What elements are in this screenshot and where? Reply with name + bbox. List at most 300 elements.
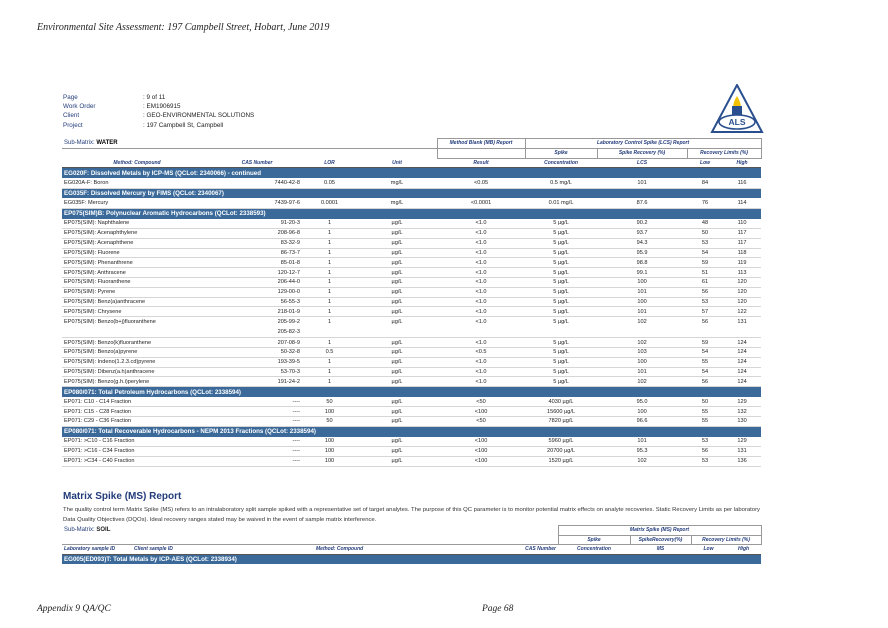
cell-cas-number: 218-01-9 xyxy=(212,307,302,317)
cell-lcs-recovery: 101 xyxy=(597,287,687,297)
cell-cas-number: 7440-42-8 xyxy=(212,178,302,188)
logo-text: ALS xyxy=(728,117,746,127)
cell-spike-concentration: 5960 µg/L xyxy=(525,437,597,447)
cell-lor: 0.5 xyxy=(302,347,357,357)
table-row xyxy=(62,287,761,297)
cell-unit: µg/L xyxy=(357,417,437,427)
group-header-row xyxy=(62,387,761,397)
footer-appendix: Appendix 9 QA/QC xyxy=(37,604,111,614)
cell-limit-high: 120 xyxy=(723,297,761,307)
cell-result: <0.0001 xyxy=(437,198,525,208)
cell-result: <100 xyxy=(437,456,525,466)
col-lor: LOR xyxy=(302,158,357,168)
meta-value: : GEO-ENVIRONMENTAL SOLUTIONS xyxy=(143,112,255,120)
cell-compound: EP075(SIM): Fluoranthene xyxy=(62,277,212,287)
cell-limit-high: 124 xyxy=(723,347,761,357)
cell-compound: EP075(SIM): Pyrene xyxy=(62,287,212,297)
ms-recovery-limits-header: Recovery Limits (%) xyxy=(691,535,761,545)
group-title: EP080/071: Total Recoverable Hydrocarbons - NEPM 2013 Fractions (QCLot: 2338594) xyxy=(62,426,761,436)
cell-limit-high: 129 xyxy=(723,397,761,407)
cell-limit-high: 124 xyxy=(723,367,761,377)
cell-cas-number: 53-70-3 xyxy=(212,367,302,377)
ms-report-description: The quality control term Matrix Spike (MS) refers to an intralaboratory split sample spiked with a representative set of target analytes. The purpose of this QC parameter is to monitor potential matrix effects on analyte recoveries. Static Recovery Limits as per laboratory Data Quality Objectives (DQOs). Ideal recovery ranges stated may be waived in the event of sample matrix interference. xyxy=(63,507,760,523)
cell-compound: EP071: >C34 - C40 Fraction xyxy=(62,456,212,466)
cell-lcs-recovery: 95.9 xyxy=(597,248,687,258)
cell-result: <1.0 xyxy=(437,228,525,238)
cell-lcs-recovery: 95.0 xyxy=(597,397,687,407)
cell-lcs-recovery: 102 xyxy=(597,317,687,338)
cell-limit-low: 56 xyxy=(687,447,723,457)
table-row xyxy=(62,268,761,278)
cell-lcs-recovery: 101 xyxy=(597,307,687,317)
cell-limit-high: 124 xyxy=(723,357,761,367)
cell-compound: EP071: C15 - C28 Fraction xyxy=(62,407,212,417)
cell-lcs-recovery: 96.6 xyxy=(597,417,687,427)
cell-limit-low: 55 xyxy=(687,417,723,427)
cell-spike-concentration: 5 µg/L xyxy=(525,277,597,287)
cell-spike-concentration: 5 µg/L xyxy=(525,338,597,348)
cell-result: <1.0 xyxy=(437,307,525,317)
ms-header: Matrix Spike (MS) Report xyxy=(558,526,761,536)
cell-unit: µg/L xyxy=(357,347,437,357)
cell-lor: 1 xyxy=(302,338,357,348)
cell-lcs-recovery: 102 xyxy=(597,377,687,387)
cell-lor: 100 xyxy=(302,407,357,417)
ms-col-method: Method: Compound xyxy=(314,545,506,555)
table-row xyxy=(62,297,761,307)
cell-result: <1.0 xyxy=(437,377,525,387)
cell-spike-concentration: 5 µg/L xyxy=(525,238,597,248)
cell-spike-concentration: 7820 µg/L xyxy=(525,417,597,427)
cell-lor: 50 xyxy=(302,397,357,407)
cell-unit: mg/L xyxy=(357,198,437,208)
cell-compound: EP075(SIM): Benzo(a)pyrene xyxy=(62,347,212,357)
cell-unit: µg/L xyxy=(357,367,437,377)
cell-lor: 1 xyxy=(302,228,357,238)
cell-lcs-recovery: 98.8 xyxy=(597,258,687,268)
cell-result: <0.5 xyxy=(437,347,525,357)
cell-result: <1.0 xyxy=(437,238,525,248)
cell-lcs-recovery: 99.1 xyxy=(597,268,687,278)
cell-lor: 1 xyxy=(302,297,357,307)
cell-result: <1.0 xyxy=(437,277,525,287)
table-row xyxy=(62,178,761,188)
cell-limit-low: 56 xyxy=(687,377,723,387)
cell-spike-concentration: 5 µg/L xyxy=(525,367,597,377)
cell-lcs-recovery: 101 xyxy=(597,367,687,377)
cell-spike-concentration: 5 µg/L xyxy=(525,287,597,297)
cell-limit-low: 57 xyxy=(687,307,723,317)
cell-limit-high: 124 xyxy=(723,338,761,348)
cell-cas-number: ---- xyxy=(212,407,302,417)
table-row xyxy=(62,238,761,248)
cell-cas-number: 83-32-9 xyxy=(212,238,302,248)
group-title: EG035F: Dissolved Mercury by FIMS (QCLot: 2340067) xyxy=(62,188,761,198)
cell-unit: µg/L xyxy=(357,297,437,307)
cell-limit-low: 54 xyxy=(687,347,723,357)
cell-result: <0.05 xyxy=(437,178,525,188)
cell-lor: 1 xyxy=(302,357,357,367)
cell-cas-number: 191-24-2 xyxy=(212,377,302,387)
cell-result: <1.0 xyxy=(437,287,525,297)
cell-cas-number: ---- xyxy=(212,397,302,407)
table-row xyxy=(62,377,761,387)
cell-lcs-recovery: 103 xyxy=(597,347,687,357)
cell-limit-high: 118 xyxy=(723,248,761,258)
cell-limit-low: 76 xyxy=(687,198,723,208)
meta-value: : EM1906915 xyxy=(143,103,181,111)
cell-cas-number: 86-73-7 xyxy=(212,248,302,258)
cell-limit-high: 131 xyxy=(723,317,761,338)
cell-compound: EP075(SIM): Acenaphthene xyxy=(62,238,212,248)
meta-value: : 197 Campbell St, Campbell xyxy=(143,121,224,129)
cell-compound: EP075(SIM): Acenaphthylene xyxy=(62,228,212,238)
cell-unit: µg/L xyxy=(357,447,437,457)
als-logo xyxy=(710,84,764,134)
cell-lcs-recovery: 102 xyxy=(597,456,687,466)
cell-spike-concentration: 15600 µg/L xyxy=(525,407,597,417)
cell-lcs-recovery: 95.3 xyxy=(597,447,687,457)
group-header-row xyxy=(62,188,761,198)
cell-cas-number: 206-44-0 xyxy=(212,277,302,287)
cell-lor: 0.05 xyxy=(302,178,357,188)
ms-report-title: Matrix Spike (MS) Report xyxy=(63,491,182,502)
table-row xyxy=(62,407,761,417)
cell-lor: 1 xyxy=(302,268,357,278)
cell-spike-concentration: 0.5 mg/L xyxy=(525,178,597,188)
cell-limit-low: 53 xyxy=(687,437,723,447)
cell-unit: µg/L xyxy=(357,219,437,229)
cell-limit-low: 53 xyxy=(687,456,723,466)
lcs-results-table xyxy=(62,138,762,467)
cell-result: <50 xyxy=(437,417,525,427)
cell-lcs-recovery: 100 xyxy=(597,407,687,417)
cell-limit-high: 136 xyxy=(723,456,761,466)
cell-result: <1.0 xyxy=(437,248,525,258)
cell-limit-low: 53 xyxy=(687,238,723,248)
meta-row xyxy=(63,93,254,102)
cell-lcs-recovery: 100 xyxy=(597,277,687,287)
meta-label: Work Order xyxy=(63,103,96,111)
cell-cas-number: 205-99-2 205-82-3 xyxy=(212,317,302,338)
cell-spike-concentration: 5 µg/L xyxy=(525,307,597,317)
cell-limit-low: 56 xyxy=(687,287,723,297)
ms-col-concentration: Concentration xyxy=(558,545,630,555)
cell-limit-low: 59 xyxy=(687,258,723,268)
cell-spike-concentration: 20700 µg/L xyxy=(525,447,597,457)
cell-unit: µg/L xyxy=(357,287,437,297)
ms-col-ms: MS xyxy=(630,545,691,555)
cell-lor: 1 xyxy=(302,377,357,387)
table-row xyxy=(62,357,761,367)
cell-lor: 1 xyxy=(302,277,357,287)
table-row xyxy=(62,277,761,287)
table-row xyxy=(62,219,761,229)
cell-lor: 1 xyxy=(302,367,357,377)
ms-col-high: High xyxy=(726,545,761,555)
cell-cas-number: 50-32-8 xyxy=(212,347,302,357)
ms-group-header: EG005(ED093)T: Total Metals by ICP-AES (QCLot: 2338934) xyxy=(62,554,761,564)
cell-unit: µg/L xyxy=(357,377,437,387)
cell-compound: EP071: >C10 - C16 Fraction xyxy=(62,437,212,447)
ms-spike-recovery-header: SpikeRecovery(%) xyxy=(630,535,691,545)
cell-lcs-recovery: 93.7 xyxy=(597,228,687,238)
cell-lor: 0.0001 xyxy=(302,198,357,208)
table-row xyxy=(62,417,761,427)
cell-unit: µg/L xyxy=(357,317,437,338)
cell-result: <100 xyxy=(437,437,525,447)
footer-page-number: Page 68 xyxy=(482,604,514,614)
cell-result: <1.0 xyxy=(437,317,525,338)
ms-col-low: Low xyxy=(691,545,726,555)
cell-unit: µg/L xyxy=(357,456,437,466)
table-row xyxy=(62,198,761,208)
cell-limit-high: 132 xyxy=(723,407,761,417)
cell-spike-concentration: 5 µg/L xyxy=(525,248,597,258)
cell-limit-high: 122 xyxy=(723,307,761,317)
group-header-row xyxy=(62,208,761,218)
cell-lcs-recovery: 94.3 xyxy=(597,238,687,248)
cell-limit-high: 129 xyxy=(723,437,761,447)
meta-row xyxy=(63,102,254,111)
ms-col-client-id: Client sample ID xyxy=(132,545,314,555)
cell-limit-high: 114 xyxy=(723,198,761,208)
cell-result: <1.0 xyxy=(437,297,525,307)
cell-cas-number: 129-00-0 xyxy=(212,287,302,297)
cell-limit-high: 120 xyxy=(723,277,761,287)
col-high: High xyxy=(723,158,761,168)
cell-limit-high: 117 xyxy=(723,238,761,248)
cell-spike-concentration: 5 µg/L xyxy=(525,317,597,338)
table-row xyxy=(62,397,761,407)
col-cas: CAS Number xyxy=(212,158,302,168)
cell-compound: EP075(SIM): Chrysene xyxy=(62,307,212,317)
cell-lcs-recovery: 100 xyxy=(597,357,687,367)
cell-limit-high: 120 xyxy=(723,287,761,297)
cell-lor: 100 xyxy=(302,456,357,466)
cell-lor: 1 xyxy=(302,248,357,258)
cell-spike-concentration: 5 µg/L xyxy=(525,297,597,307)
cell-spike-concentration: 5 µg/L xyxy=(525,347,597,357)
table-row xyxy=(62,228,761,238)
cell-cas-number: 193-39-5 xyxy=(212,357,302,367)
spike-header: Spike xyxy=(525,148,597,158)
group-title: EG020F: Dissolved Metals by ICP-MS (QCLot: 2340066) - continued xyxy=(62,168,761,178)
cell-cas-number: 7439-97-6 xyxy=(212,198,302,208)
cell-lcs-recovery: 87.6 xyxy=(597,198,687,208)
cell-limit-low: 50 xyxy=(687,228,723,238)
cell-limit-high: 117 xyxy=(723,228,761,238)
cell-cas-number: 120-12-7 xyxy=(212,268,302,278)
cell-compound: EG020A-F: Boron xyxy=(62,178,212,188)
table-row xyxy=(62,258,761,268)
cell-spike-concentration: 5 µg/L xyxy=(525,268,597,278)
ms-col-lab-id: Laboratory sample ID xyxy=(62,545,132,555)
cell-unit: µg/L xyxy=(357,277,437,287)
col-low: Low xyxy=(687,158,723,168)
cell-spike-concentration: 5 µg/L xyxy=(525,228,597,238)
cell-unit: µg/L xyxy=(357,407,437,417)
cell-spike-concentration: 0.01 mg/L xyxy=(525,198,597,208)
meta-row xyxy=(63,121,254,130)
cell-lcs-recovery: 90.2 xyxy=(597,219,687,229)
table-row xyxy=(62,317,761,338)
cell-spike-concentration: 5 µg/L xyxy=(525,219,597,229)
group-header-row xyxy=(62,426,761,436)
cell-compound: EP075(SIM): Benzo(k)fluoranthene xyxy=(62,338,212,348)
cell-limit-low: 51 xyxy=(687,268,723,278)
cell-limit-high: 130 xyxy=(723,417,761,427)
lcs-header: Laboratory Control Spike (LCS) Report xyxy=(525,139,761,149)
method-blank-header: Method Blank (MB) Report xyxy=(437,139,525,149)
meta-row xyxy=(63,111,254,120)
cell-unit: µg/L xyxy=(357,357,437,367)
cell-compound: EP075(SIM): Benz(a)anthracene xyxy=(62,297,212,307)
cell-limit-high: 116 xyxy=(723,178,761,188)
table-row xyxy=(62,307,761,317)
cell-limit-low: 53 xyxy=(687,297,723,307)
table-row xyxy=(62,338,761,348)
cell-cas-number: 207-08-9 xyxy=(212,338,302,348)
cell-limit-low: 61 xyxy=(687,277,723,287)
cell-lor: 100 xyxy=(302,447,357,457)
cell-result: <1.0 xyxy=(437,268,525,278)
cell-result: <50 xyxy=(437,397,525,407)
cell-unit: µg/L xyxy=(357,268,437,278)
ms-col-cas: CAS Number xyxy=(506,545,558,555)
cell-lcs-recovery: 100 xyxy=(597,297,687,307)
cell-unit: µg/L xyxy=(357,248,437,258)
cell-limit-high: 113 xyxy=(723,268,761,278)
cell-result: <1.0 xyxy=(437,357,525,367)
ms-spike-header: Spike xyxy=(558,535,630,545)
cell-lor: 1 xyxy=(302,317,357,338)
table-row xyxy=(62,367,761,377)
table-row xyxy=(62,347,761,357)
meta-label: Project xyxy=(63,121,83,129)
cell-compound: EP075(SIM): Phenanthrene xyxy=(62,258,212,268)
meta-label: Page xyxy=(63,94,78,101)
cell-spike-concentration: 5 µg/L xyxy=(525,377,597,387)
cell-spike-concentration: 4030 µg/L xyxy=(525,397,597,407)
cell-compound: EP071: >C16 - C34 Fraction xyxy=(62,447,212,457)
cell-compound: EP071: C29 - C36 Fraction xyxy=(62,417,212,427)
report-meta xyxy=(63,93,254,130)
table-row xyxy=(62,437,761,447)
meta-value: : 9 of 11 xyxy=(143,94,166,101)
cell-limit-high: 110 xyxy=(723,219,761,229)
cell-cas-number: 56-55-3 xyxy=(212,297,302,307)
cell-limit-high: 124 xyxy=(723,377,761,387)
cell-result: <1.0 xyxy=(437,258,525,268)
cell-limit-high: 131 xyxy=(723,447,761,457)
cell-limit-low: 55 xyxy=(687,357,723,367)
spike-recovery-header: Spike Recovery (%) xyxy=(597,148,687,158)
cell-cas-number: ---- xyxy=(212,437,302,447)
cell-limit-low: 59 xyxy=(687,338,723,348)
cell-limit-low: 54 xyxy=(687,248,723,258)
cell-limit-low: 84 xyxy=(687,178,723,188)
cell-lor: 1 xyxy=(302,307,357,317)
cell-limit-low: 56 xyxy=(687,317,723,338)
col-result: Result xyxy=(437,158,525,168)
cell-result: <1.0 xyxy=(437,219,525,229)
recovery-limits-header: Recovery Limits (%) xyxy=(687,148,761,158)
cell-cas-number: 208-96-8 xyxy=(212,228,302,238)
meta-label: Client xyxy=(63,112,80,120)
table-row xyxy=(62,456,761,466)
cell-unit: µg/L xyxy=(357,397,437,407)
cell-limit-high: 119 xyxy=(723,258,761,268)
cell-compound: EP075(SIM): Anthracene xyxy=(62,268,212,278)
cell-compound: EP071: C10 - C14 Fraction xyxy=(62,397,212,407)
cell-unit: µg/L xyxy=(357,307,437,317)
running-header: Environmental Site Assessment: 197 Campbell Street, Hobart, June 2019 xyxy=(37,22,330,33)
cell-compound: EP075(SIM): Indeno(1.2.3.cd)pyrene xyxy=(62,357,212,367)
group-title: EP075(SIM)B: Polynuclear Aromatic Hydrocarbons (QCLot: 2338593) xyxy=(62,208,761,218)
cell-result: <100 xyxy=(437,447,525,457)
cell-limit-low: 50 xyxy=(687,397,723,407)
table-row xyxy=(62,248,761,258)
col-lcs: LCS xyxy=(597,158,687,168)
cell-spike-concentration: 1520 µg/L xyxy=(525,456,597,466)
cell-lor: 100 xyxy=(302,437,357,447)
cell-cas-number: ---- xyxy=(212,447,302,457)
cell-compound: EP075(SIM): Naphthalene xyxy=(62,219,212,229)
cell-unit: µg/L xyxy=(357,238,437,248)
cell-result: <100 xyxy=(437,407,525,417)
cell-compound: EP075(SIM): Fluorene xyxy=(62,248,212,258)
cell-cas-number: ---- xyxy=(212,456,302,466)
cell-compound: EP075(SIM): Dibenz(a.h)anthracene xyxy=(62,367,212,377)
table-row xyxy=(62,447,761,457)
ms-results-table xyxy=(62,525,762,564)
cell-compound: EG035F: Mercury xyxy=(62,198,212,208)
cell-unit: µg/L xyxy=(357,258,437,268)
cell-lor: 1 xyxy=(302,258,357,268)
submatrix-cell: Sub-Matrix: WATER xyxy=(62,139,437,149)
cell-lor: 1 xyxy=(302,238,357,248)
cell-compound: EP075(SIM): Benzo(g.h.i)perylene xyxy=(62,377,212,387)
cell-lcs-recovery: 102 xyxy=(597,338,687,348)
cell-lcs-recovery: 101 xyxy=(597,437,687,447)
cell-limit-low: 54 xyxy=(687,367,723,377)
col-method: Method: Compound xyxy=(62,158,212,168)
cell-result: <1.0 xyxy=(437,367,525,377)
cell-unit: µg/L xyxy=(357,437,437,447)
cell-unit: µg/L xyxy=(357,338,437,348)
group-title: EP080/071: Total Petroleum Hydrocarbons (QCLot: 2338594) xyxy=(62,387,761,397)
cell-unit: µg/L xyxy=(357,228,437,238)
cell-limit-low: 48 xyxy=(687,219,723,229)
cell-cas-number: 85-01-8 xyxy=(212,258,302,268)
cell-spike-concentration: 5 µg/L xyxy=(525,258,597,268)
col-concentration: Concentration xyxy=(525,158,597,168)
cell-lor: 50 xyxy=(302,417,357,427)
cell-limit-low: 55 xyxy=(687,407,723,417)
group-header-row xyxy=(62,168,761,178)
cell-cas-number: ---- xyxy=(212,417,302,427)
cell-cas-number: 91-20-3 xyxy=(212,219,302,229)
cell-compound: EP075(SIM): Benzo(b+j)fluoranthene xyxy=(62,317,212,338)
ms-submatrix-cell: Sub-Matrix: SOIL xyxy=(64,527,111,534)
cell-spike-concentration: 5 µg/L xyxy=(525,357,597,367)
cell-result: <1.0 xyxy=(437,338,525,348)
cell-unit: mg/L xyxy=(357,178,437,188)
cell-lcs-recovery: 101 xyxy=(597,178,687,188)
col-unit: Unit xyxy=(357,158,437,168)
cell-lor: 1 xyxy=(302,219,357,229)
